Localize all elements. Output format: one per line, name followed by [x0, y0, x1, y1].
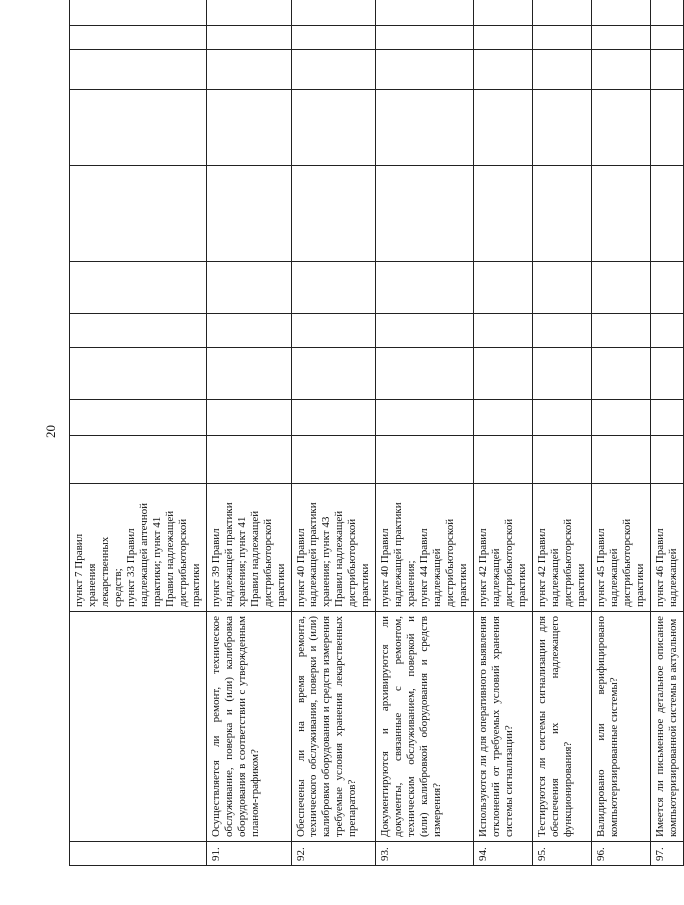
table-row: [376, 0, 474, 866]
reference-line: Правил надлежащей: [163, 510, 176, 607]
answer-cell: [532, 166, 591, 262]
answer-cell: [70, 262, 207, 314]
reference-line: пункт 42 Правил: [535, 528, 548, 607]
row-number-cell: 94.: [474, 842, 533, 866]
row-number-cell: 93.: [376, 842, 474, 866]
answer-cell: [70, 400, 207, 436]
reference-line: хранения; пункт 41: [235, 516, 248, 607]
reference-line: надлежащей: [607, 548, 620, 607]
row-number-cell: 97.: [650, 842, 683, 866]
answer-cell: [376, 348, 474, 400]
answer-cell: [650, 262, 683, 314]
reference-line: надлежащей: [490, 548, 503, 607]
question-cell: Имеется ли письменное детальное описание компьютеризированной системы в актуальном: [650, 612, 683, 842]
row-number-cell: [70, 842, 207, 866]
reference-cell: [591, 484, 650, 612]
answer-cell: [591, 400, 650, 436]
answer-cell: [650, 90, 683, 166]
answer-cell: [591, 348, 650, 400]
reference-line: надлежащей: [431, 548, 444, 607]
reference-line: пункт 33 Правил: [124, 528, 137, 607]
reference-cell: [376, 484, 474, 612]
reference-line: практики: [359, 563, 372, 607]
reference-line: дистрибьюторской: [346, 518, 359, 607]
answer-cell: [474, 314, 533, 348]
answer-cell: [291, 90, 376, 166]
question-cell: [70, 612, 207, 842]
answer-cell: [376, 50, 474, 90]
answer-cell: [291, 262, 376, 314]
answer-cell: [532, 314, 591, 348]
reference-line: дистрибьюторской: [261, 518, 274, 607]
reference-line: практики: [516, 563, 528, 607]
answer-cell: [291, 166, 376, 262]
reference-cell: [650, 484, 683, 612]
answer-cell: [206, 314, 291, 348]
checklist-table: [69, 0, 684, 866]
answer-cell: [474, 348, 533, 400]
reference-line: практики: [633, 563, 646, 607]
answer-cell: [206, 0, 291, 26]
answer-cell: [206, 90, 291, 166]
answer-cell: [291, 26, 376, 50]
answer-cell: [650, 0, 683, 26]
reference-line: пункт 42 Правил: [477, 528, 490, 607]
answer-cell: [70, 348, 207, 400]
answer-cell: [591, 314, 650, 348]
answer-cell: [591, 0, 650, 26]
reference-line: дистрибьюторской: [561, 518, 574, 607]
answer-cell: [474, 90, 533, 166]
table-row: [291, 0, 376, 866]
answer-cell: [206, 436, 291, 484]
answer-cell: [206, 262, 291, 314]
answer-cell: [70, 0, 207, 26]
answer-cell: [650, 436, 683, 484]
answer-cell: [376, 0, 474, 26]
answer-cell: [474, 166, 533, 262]
reference-line: пункт 44 Правил: [418, 528, 431, 607]
reference-line: практики: [457, 563, 470, 607]
reference-line: дистрибьюторской: [176, 518, 189, 607]
answer-cell: [532, 26, 591, 50]
row-number-cell: 95.: [532, 842, 591, 866]
answer-cell: [474, 26, 533, 50]
answer-cell: [291, 348, 376, 400]
reference-line: пункт 40 Правил: [379, 528, 392, 607]
answer-cell: [591, 50, 650, 90]
answer-cell: [376, 90, 474, 166]
reference-line: пункт 45 Правил: [594, 528, 607, 607]
reference-line: дистрибьюторской: [503, 518, 516, 607]
answer-cell: [291, 50, 376, 90]
answer-cell: [206, 166, 291, 262]
question-cell: Обеспечены ли на время ремонта, технического обслуживания, поверки и (или) калибровки оборудования и средств измерения требуемые условия хранения лекарственных препаратов?: [291, 612, 376, 842]
answer-cell: [70, 314, 207, 348]
row-number-cell: 96.: [591, 842, 650, 866]
reference-line: практики: [274, 563, 287, 607]
answer-cell: [291, 400, 376, 436]
answer-cell: [591, 26, 650, 50]
reference-line: пункт 7 Правил: [73, 533, 85, 607]
answer-cell: [532, 0, 591, 26]
answer-cell: [70, 166, 207, 262]
answer-cell: [206, 50, 291, 90]
reference-line: Правил надлежащей: [248, 510, 261, 607]
answer-cell: [591, 262, 650, 314]
table-row: [70, 0, 207, 866]
answer-cell: [474, 400, 533, 436]
row-number-cell: 91.: [206, 842, 291, 866]
answer-cell: [376, 262, 474, 314]
answer-cell: [532, 400, 591, 436]
answer-cell: [591, 166, 650, 262]
reference-line: надлежащей практики: [307, 502, 320, 607]
reference-line: практики; пункт 41: [150, 516, 163, 607]
answer-cell: [650, 166, 683, 262]
reference-line: дистрибьюторской: [620, 518, 633, 607]
answer-cell: [650, 348, 683, 400]
reference-line: хранения: [85, 563, 98, 607]
reference-cell: [206, 484, 291, 612]
answer-cell: [532, 436, 591, 484]
answer-cell: [376, 26, 474, 50]
reference-line: хранения; пункт 43: [320, 516, 333, 607]
reference-line: надлежащей практики: [222, 502, 235, 607]
reference-line: хранения;: [405, 560, 418, 607]
answer-cell: [532, 348, 591, 400]
answer-cell: [532, 90, 591, 166]
answer-cell: [650, 400, 683, 436]
answer-cell: [532, 262, 591, 314]
table-row: [650, 0, 683, 866]
answer-cell: [206, 348, 291, 400]
table-row: [591, 0, 650, 866]
answer-cell: [291, 0, 376, 26]
answer-cell: [474, 0, 533, 26]
answer-cell: [474, 436, 533, 484]
reference-line: Правил надлежащей: [333, 510, 346, 607]
question-cell: Используются ли для оперативного выявления отклонений от требуемых условий хранения системы сигнализации?: [474, 612, 533, 842]
answer-cell: [70, 26, 207, 50]
table-row: [206, 0, 291, 866]
reference-line: дистрибьюторской: [444, 518, 457, 607]
answer-cell: [376, 400, 474, 436]
question-cell: Документируются и архивируются ли документы, связанные с ремонтом, техническим обслуживанием, поверкой и (или) калибровкой оборудования и средств измерения?: [376, 612, 474, 842]
answer-cell: [376, 436, 474, 484]
table-row: [474, 0, 533, 866]
answer-cell: [474, 50, 533, 90]
reference-line: средств;: [111, 568, 124, 607]
page-number: 20: [43, 425, 58, 438]
question-cell: Осуществляется ли ремонт, техническое обслуживание, поверка и (или) калибровка оборудования в соответствии с утвержденным планом-графиком?: [206, 612, 291, 842]
answer-cell: [376, 166, 474, 262]
reference-line: надлежащей: [666, 548, 679, 607]
reference-cell: [474, 484, 533, 612]
table-row: [532, 0, 591, 866]
reference-line: пункт 39 Правил: [209, 528, 222, 607]
answer-cell: [532, 50, 591, 90]
reference-line: надлежащей аптечной: [137, 502, 150, 607]
reference-line: надлежащей: [548, 548, 561, 607]
reference-line: пункт 46 Правил: [653, 528, 666, 607]
answer-cell: [291, 314, 376, 348]
answer-cell: [291, 436, 376, 484]
answer-cell: [70, 436, 207, 484]
reference-line: лекарственных: [98, 536, 111, 607]
answer-cell: [650, 314, 683, 348]
reference-line: практики: [574, 563, 587, 607]
answer-cell: [474, 262, 533, 314]
rotated-table-container: [69, 24, 679, 866]
reference-line: надлежащей практики: [392, 502, 405, 607]
answer-cell: [650, 26, 683, 50]
answer-cell: [591, 436, 650, 484]
answer-cell: [650, 50, 683, 90]
reference-line: пункт 40 Правил: [294, 528, 307, 607]
row-number-cell: 92.: [291, 842, 376, 866]
question-cell: Тестируются ли системы сигнализации для обеспечения их надлежащего функционирования?: [532, 612, 591, 842]
answer-cell: [376, 314, 474, 348]
reference-cell: [291, 484, 376, 612]
answer-cell: [70, 90, 207, 166]
answer-cell: [206, 26, 291, 50]
answer-cell: [591, 90, 650, 166]
answer-cell: [206, 400, 291, 436]
reference-line: практики: [189, 563, 202, 607]
answer-cell: [70, 50, 207, 90]
reference-cell: [532, 484, 591, 612]
question-cell: Валидировано или верифицировано компьютеризированные системы?: [591, 612, 650, 842]
reference-cell: [70, 484, 207, 612]
